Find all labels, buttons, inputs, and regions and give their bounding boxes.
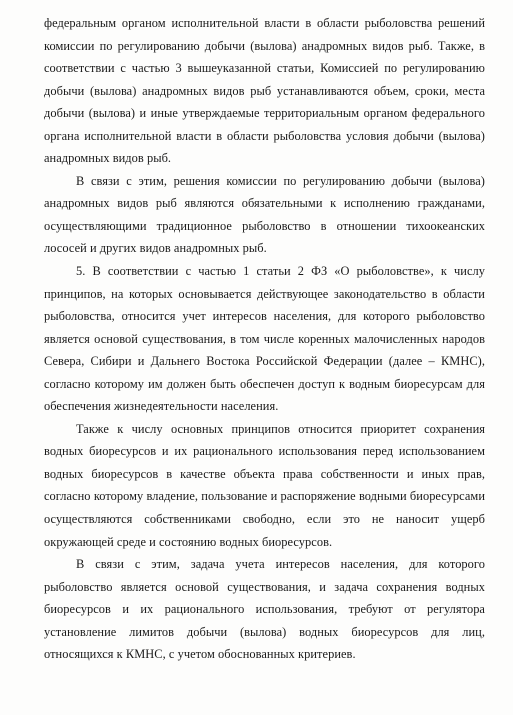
paragraph-limits-requirement: В связи с этим, задача учета интересов населения, для которого рыболовство является основой существования, и задача сохранения водных биоресурсов и их рационального использования, требуют от регулятора установление лимитов добычи (вылова) водных биоресурсов для лиц, относящихся к КМНС, с учетом обоснованных критериев. [44,557,485,662]
document-body [44,12,485,666]
paragraph-decisions-binding: В связи с этим, решения комиссии по регулированию добычи (вылова) анадромных видов рыб являются обязательными к исполнению гражданами, осуществляющими традиционное рыболовство в отношении тихоокеанских лососей и других видов анадромных рыб. [44,173,485,256]
paragraph-continuation: федеральным органом исполнительной власти в области рыболовства решений комиссии по регулированию добычи (вылова) анадромных видов рыб. Также, в соответствии с частью 3 вышеуказанной статьи, Комиссией по регулированию добычи (вылова) анадромных видов рыб устанавливаются объем, сроки, места добычи (вылова) и иные утверждаемые территориальным органом федерального органа исполнительной власти в области рыболовства условия добычи (вылова) анадромных видов рыб. [44,16,485,166]
paragraph-item-5: 5. В соответствии с частью 1 статьи 2 ФЗ «О рыболовстве», к числу принципов, на которых основывается действующее законодательство в области рыболовства, относится учет интересов населения, для которого рыболовство является основой существования, в том числе коренных малочисленных народов Севера, Сибири и Дальнего Востока Российской Федерации (далее – КМНС), согласно которому им должен быть обеспечен доступ к водным биоресурсам для обеспечения жизнедеятельности населения. [44,264,485,414]
paragraph-priority-principle: Также к числу основных принципов относится приоритет сохранения водных биоресурсов и их рационального использования перед использованием водных биоресурсов в качестве объекта права собственности и иных прав, согласно которому владение, пользование и распоряжение водными биоресурсами осуществляются собственниками свободно, если это не наносит ущерб окружающей среде и состоянию водных биоресурсов. [44,421,485,549]
